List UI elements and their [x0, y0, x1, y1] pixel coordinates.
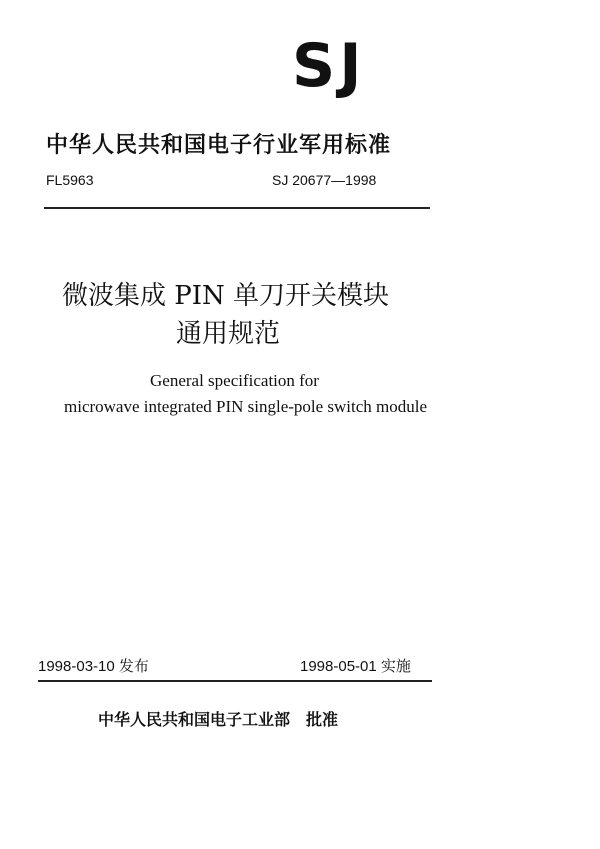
footer-divider [38, 680, 432, 682]
document-title-cn-line1: 微波集成 PIN 单刀开关模块 [62, 281, 390, 311]
document-title-cn-line2: 通用规范 [176, 319, 281, 349]
approving-authority: 中华人民共和国电子工业部 批准 [98, 710, 339, 729]
classification-code: FL5963 [46, 172, 94, 188]
sj-logo: SJ [292, 31, 366, 101]
document-title-en-line2: microwave integrated PIN single-pole switch module [64, 397, 428, 416]
issue-date: 1998-03-10 发布 [38, 658, 149, 675]
effective-date: 1998-05-01 实施 [300, 658, 411, 675]
standard-category-title: 中华人民共和国电子行业军用标准 [46, 133, 392, 158]
document-title-en-line1: General specification for [150, 371, 319, 390]
standard-number: SJ 20677—1998 [272, 172, 377, 188]
header-divider [44, 207, 430, 209]
